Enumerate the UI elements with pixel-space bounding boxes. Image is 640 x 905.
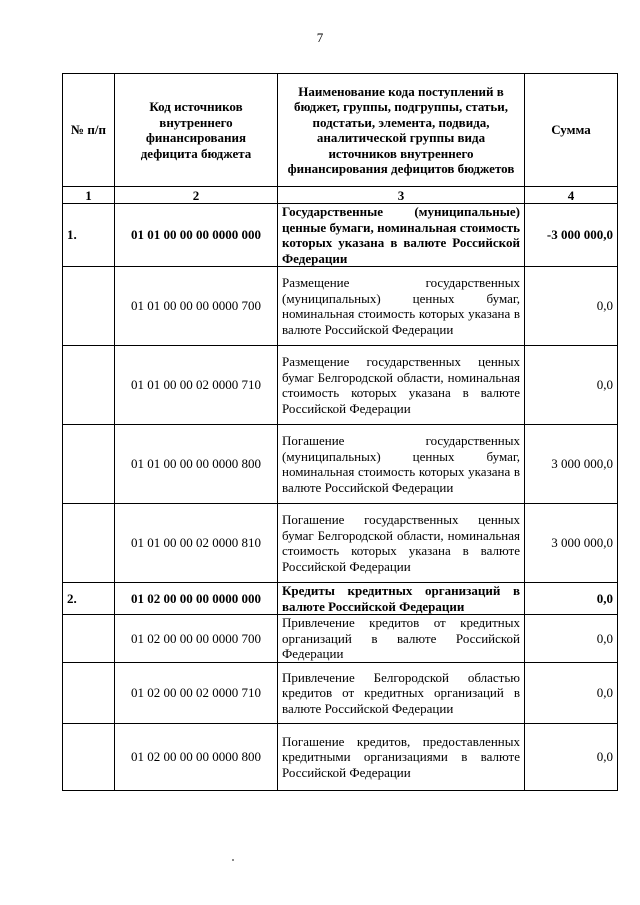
header-name: Наименование кода поступлений в бюджет, группы, подгруппы, статьи, подстатьи, элемента, подвида, аналитической группы вида источников внутреннего финансирования дефицитов бюджетов [278,74,525,187]
table-row [63,267,618,346]
row-code: 01 01 00 00 02 0000 810 [115,504,278,583]
row-name: Размещение государственных ценных бумаг Белгородской области, номинальная стоимость которых указана в валюте Российской Федерации [278,346,525,425]
row-name: Погашение кредитов, предоставленных кредитными организациями в валюте Российской Федерации [278,724,525,791]
column-number: 3 [278,187,525,204]
row-number: 2. [63,583,115,615]
row-code: 01 01 00 00 02 0000 710 [115,346,278,425]
table-row [63,504,618,583]
row-sum: 3 000 000,0 [525,425,618,504]
row-sum: 0,0 [525,615,618,663]
row-code: 01 02 00 00 02 0000 710 [115,663,278,724]
table-row [63,583,618,615]
row-sum: 0,0 [525,267,618,346]
table-row [63,425,618,504]
row-code: 01 02 00 00 00 0000 800 [115,724,278,791]
column-number: 1 [63,187,115,204]
row-code: 01 02 00 00 00 0000 000 [115,583,278,615]
row-number [63,663,115,724]
financing-sources-table [62,73,618,791]
column-number: 4 [525,187,618,204]
row-name: Погашение государственных (муниципальных) ценных бумаг, номинальная стоимость которых указана в валюте Российской Федерации [278,425,525,504]
row-code: 01 01 00 00 00 0000 700 [115,267,278,346]
row-name: Размещение государственных (муниципальных) ценных бумаг, номинальная стоимость которых указана в валюте Российской Федерации [278,267,525,346]
row-code: 01 01 00 00 00 0000 000 [115,204,278,267]
table-row [63,346,618,425]
row-number [63,346,115,425]
row-code: 01 02 00 00 00 0000 700 [115,615,278,663]
header-code: Код источников внутреннего финансирования дефицита бюджета [115,74,278,187]
row-name: Погашение государственных ценных бумаг Белгородской области, номинальная стоимость которых указана в валюте Российской Федерации [278,504,525,583]
row-sum: 0,0 [525,663,618,724]
row-code: 01 01 00 00 00 0000 800 [115,425,278,504]
row-name: Привлечение кредитов от кредитных организаций в валюте Российской Федерации [278,615,525,663]
row-number [63,267,115,346]
row-number [63,425,115,504]
table-row [63,663,618,724]
page-number: 7 [316,30,324,45]
column-number: 2 [115,187,278,204]
row-name: Государственные (муниципальные) ценные бумаги, номинальная стоимость которых указана в валюте Российской Федерации [278,204,525,267]
table-row [63,724,618,791]
row-sum: 0,0 [525,346,618,425]
row-number [63,615,115,663]
row-sum: 3 000 000,0 [525,504,618,583]
table-row [63,615,618,663]
scan-speck [232,859,234,861]
table-row [63,204,618,267]
header-number: № п/п [63,74,115,187]
row-sum: 0,0 [525,724,618,791]
row-number [63,504,115,583]
row-name: Привлечение Белгородской областью кредитов от кредитных организаций в валюте Российской Федерации [278,663,525,724]
header-sum: Сумма [525,74,618,187]
row-sum: -3 000 000,0 [525,204,618,267]
row-number: 1. [63,204,115,267]
table-header-row [63,74,618,187]
row-sum: 0,0 [525,583,618,615]
row-name: Кредиты кредитных организаций в валюте Российской Федерации [278,583,525,615]
column-numbers-row [63,187,618,204]
row-number [63,724,115,791]
